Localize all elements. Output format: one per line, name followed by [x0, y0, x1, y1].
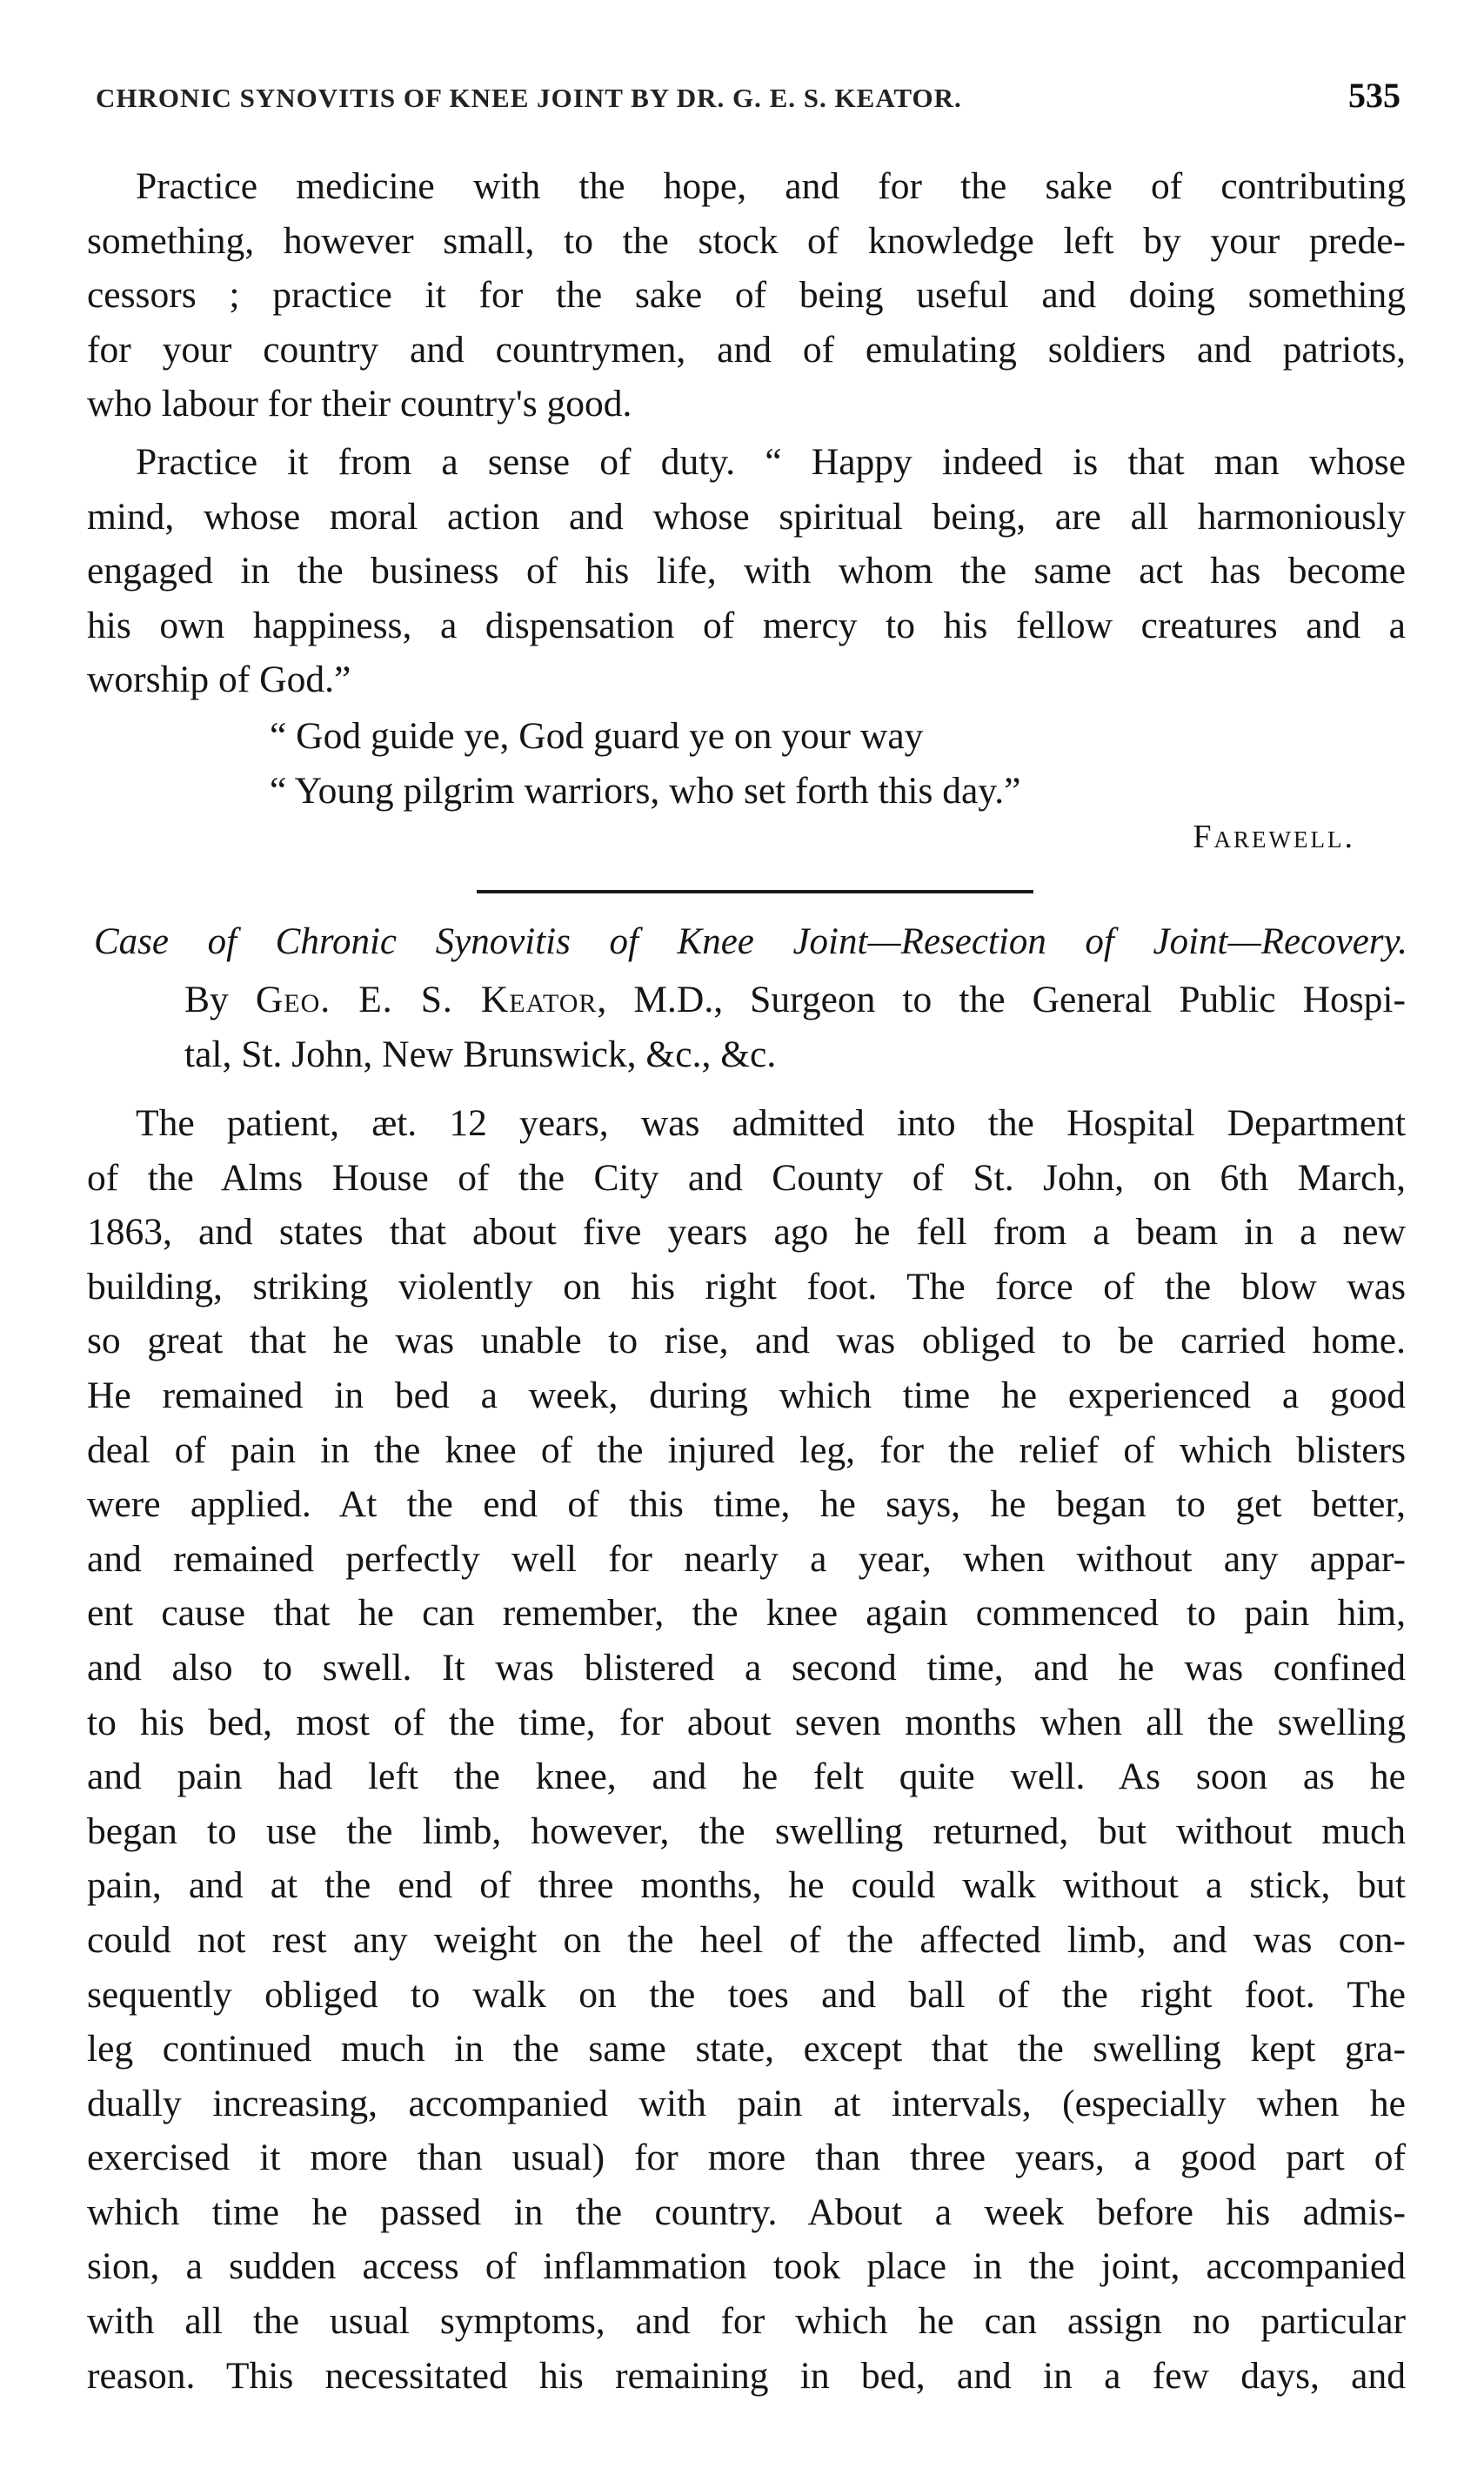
paragraph-practice-hope — [87, 159, 1406, 431]
text-line: sequently obliged to walk on the toes and ball of the right foot. The — [87, 1973, 1406, 2016]
page-number: 535 — [1348, 76, 1400, 115]
article-byline — [87, 973, 1406, 1081]
section-divider — [477, 890, 1033, 893]
text-line: 1863, and states that about five years ago he fell from a beam in a new — [87, 1211, 1406, 1254]
text-line: and remained perfectly well for nearly a year, when without any appar- — [87, 1537, 1406, 1580]
author-name: Geo. E. S. Keator — [255, 979, 598, 1020]
text-line: engaged in the business of his life, with whom the same act has become — [87, 550, 1406, 592]
text-line: for your country and countrymen, and of emulating soldiers and patriots, — [87, 328, 1406, 371]
text-line: cessors ; practice it for the sake of being useful and doing something — [87, 274, 1406, 317]
paragraph-practice-duty — [87, 435, 1406, 707]
verse-quotation — [270, 709, 1314, 818]
text-line: dually increasing, accompanied with pain at intervals, (especially when he — [87, 2082, 1406, 2124]
byline-line: tal, St. John, New Brunswick, &c., &c. — [184, 1033, 777, 1075]
article-title: Case of Chronic Synovitis of Knee Joint—Resection of Joint—Recovery. — [94, 921, 1407, 962]
signoff-farewell: Farewell. — [1193, 819, 1355, 855]
byline-rest: , M.D., Surgeon to the General Public Hospi- — [597, 979, 1406, 1020]
text-line: his own happiness, a dispensation of mercy to his fellow creatures and a — [87, 604, 1406, 646]
verse-line: “ God guide ye, God guard ye on your way — [270, 715, 924, 757]
verse-line: “ Young pilgrim warriors, who set forth this day.” — [270, 769, 1021, 812]
text-line: pain, and at the end of three months, he could walk without a stick, but — [87, 1864, 1406, 1907]
text-line: sion, a sudden access of inflammation took place in the joint, accompanied — [87, 2245, 1406, 2288]
text-line: deal of pain in the knee of the injured leg, for the relief of which blisters — [87, 1428, 1406, 1471]
text-line: of the Alms House of the City and County of St. John, on 6th March, — [87, 1156, 1406, 1199]
text-line: who labour for their country's good. — [87, 383, 632, 425]
running-title: CHRONIC SYNOVITIS OF KNEE JOINT BY DR. G. E. S. KEATOR. — [96, 83, 962, 113]
text-line: Practice it from a sense of duty. “ Happy indeed is that man whose — [136, 441, 1406, 483]
byline-prefix: By — [184, 979, 256, 1020]
paragraph-case-history — [87, 1096, 1406, 2403]
text-line: mind, whose moral action and whose spiritual being, are all harmoniously — [87, 495, 1406, 538]
text-line: and also to swell. It was blistered a second time, and he was confined — [87, 1646, 1406, 1689]
text-line: were applied. At the end of this time, he says, he began to get better, — [87, 1483, 1406, 1526]
text-line: with all the usual symptoms, and for which he can assign no particular — [87, 2300, 1406, 2343]
text-line: began to use the limb, however, the swelling returned, but without much — [87, 1809, 1406, 1852]
text-line: to his bed, most of the time, for about seven months when all the swelling — [87, 1701, 1406, 1743]
text-line: and pain had left the knee, and he felt quite well. As soon as he — [87, 1756, 1406, 1798]
text-line: reason. This necessitated his remaining in bed, and in a few days, and — [87, 2354, 1406, 2397]
text-line: building, striking violently on his right foot. The force of the blow was — [87, 1265, 1406, 1308]
text-line: so great that he was unable to rise, and was obliged to be carried home. — [87, 1320, 1406, 1362]
text-line: He remained in bed a week, during which time he experienced a good — [87, 1374, 1406, 1416]
text-line: something, however small, to the stock of knowledge left by your prede- — [87, 219, 1406, 262]
text-line: could not rest any weight on the heel of the affected limb, and was con- — [87, 1918, 1406, 1961]
running-header — [96, 75, 1400, 116]
text-line: exercised it more than usual) for more than three years, a good part of — [87, 2137, 1406, 2179]
text-line: The patient, æt. 12 years, was admitted into the Hospital Department — [136, 1102, 1406, 1144]
byline-line — [87, 973, 1406, 1027]
text-line: Practice medicine with the hope, and for the sake of contributing — [136, 165, 1406, 207]
text-line: leg continued much in the same state, except that the swelling kept gra- — [87, 2028, 1406, 2070]
text-line: which time he passed in the country. About a week before his admis- — [87, 2191, 1406, 2233]
text-line: ent cause that he can remember, the knee again commenced to pain him, — [87, 1592, 1406, 1635]
text-line: worship of God.” — [87, 659, 351, 701]
